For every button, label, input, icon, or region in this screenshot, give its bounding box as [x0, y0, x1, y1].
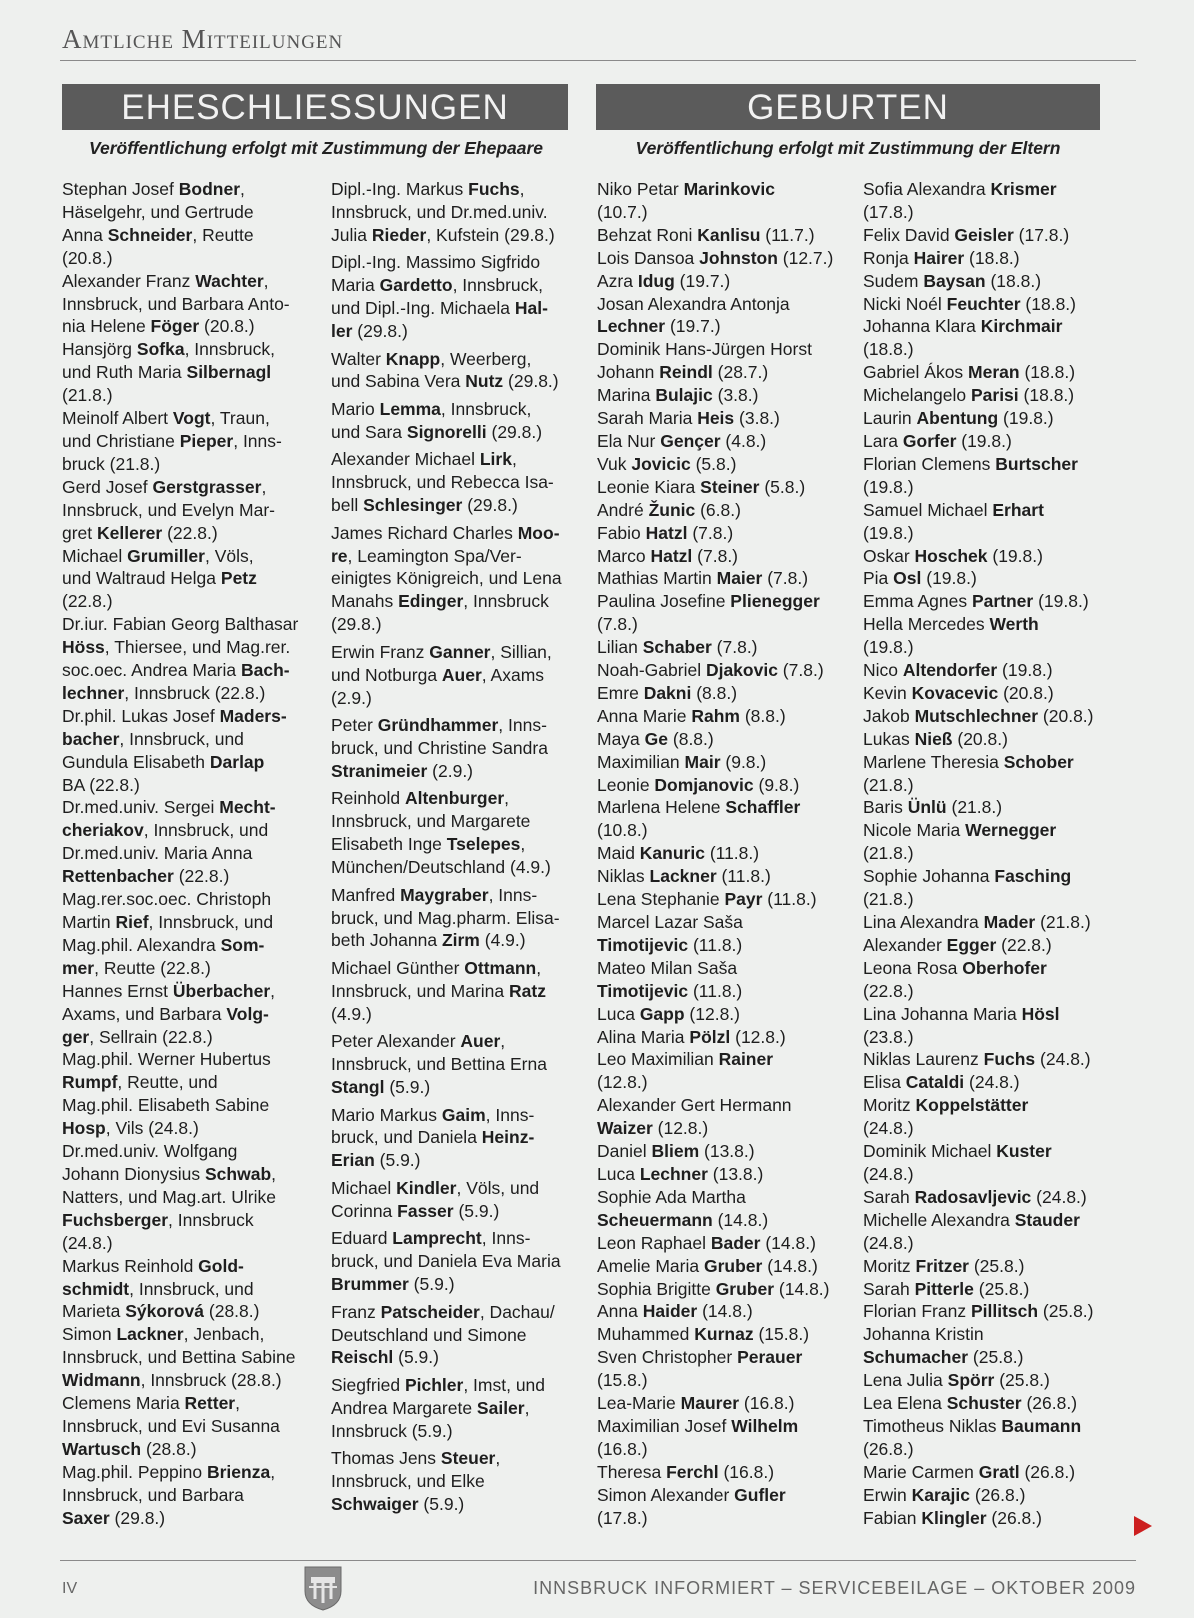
- list-item: Hella Mercedes Werth (19.8.): [863, 614, 1039, 658]
- list-item: Nicole Maria Wernegger (21.8.): [863, 820, 1057, 864]
- list-item: Fabian Klingler (26.8.): [863, 1507, 1042, 1528]
- list-item: Dr.med.univ. Sergei Mecht- cheriakov, Innsbruck, und Dr.med.univ. Maria Anna Rettenbacher (22.8.): [62, 797, 276, 887]
- list-item: Lilian Schaber (7.8.): [597, 637, 758, 658]
- list-item: Lena Stephanie Payr (11.8.): [597, 889, 817, 910]
- list-item: Anna Haider (14.8.): [597, 1301, 753, 1322]
- list-item: André Žunic (6.8.): [597, 499, 741, 520]
- list-item: Lois Dansoa Johnston (12.7.): [597, 247, 834, 268]
- list-item: Vuk Jovicic (5.8.): [597, 453, 737, 474]
- list-item: Mag.phil. Peppino Brienza, Innsbruck, und Barbara Saxer (29.8.): [62, 1461, 276, 1528]
- list-item: Azra Idug (19.7.): [597, 270, 731, 291]
- list-item: Nicki Noél Feuchter (18.8.): [863, 293, 1076, 314]
- list-item: Franz Patscheider, Dachau/ Deutschland und Simone Reischl (5.9.): [331, 1301, 555, 1368]
- list-item: Niko Petar Marinkovic (10.7.): [597, 179, 775, 222]
- births-subtitle: Veröffentlichung erfolgt mit Zustimmung der Eltern: [635, 138, 1061, 158]
- list-item: Nico Altendorfer (19.8.): [863, 660, 1053, 681]
- list-item: Michelangelo Parisi (18.8.): [863, 385, 1075, 406]
- list-item: Meinolf Albert Vogt, Traun, und Christiane Pieper, Inns- bruck (21.8.): [62, 408, 282, 474]
- list-item: Luca Lechner (13.8.): [597, 1163, 764, 1184]
- list-item: Manfred Maygraber, Inns- bruck, und Mag.pharm. Elisa- beth Johanna Zirm (4.9.): [331, 884, 560, 951]
- list-item: Moritz Fritzer (25.8.): [863, 1255, 1025, 1276]
- list-item: Michael Grumiller, Völs, und Waltraud Helga Petz (22.8.): [62, 545, 257, 612]
- list-item: Amelie Maria Gruber (14.8.): [597, 1255, 818, 1276]
- list-item: Sophie Johanna Fasching (21.8.): [863, 866, 1072, 910]
- list-item: Florian Franz Pillitsch (25.8.): [863, 1301, 1094, 1322]
- list-item: Sven Christopher Perauer (15.8.): [597, 1347, 803, 1391]
- list-item: Maid Kanuric (11.8.): [597, 843, 760, 864]
- marriages-title: EHESCHLIESSUNGEN: [62, 84, 568, 130]
- list-item: Gerd Josef Gerstgrasser, Innsbruck, und Evelyn Mar- gret Kellerer (22.8.): [62, 476, 276, 543]
- list-item: Niklas Lackner (11.8.): [597, 866, 771, 887]
- list-item: Oskar Hoschek (19.8.): [863, 545, 1043, 566]
- list-item: Ronja Hairer (18.8.): [863, 247, 1020, 268]
- list-item: Florian Clemens Burtscher (19.8.): [863, 453, 1078, 497]
- list-item: Lena Julia Spörr (25.8.): [863, 1370, 1050, 1391]
- list-item: Noah-Gabriel Djakovic (7.8.): [597, 660, 824, 681]
- list-item: Baris Ünlü (21.8.): [863, 797, 1003, 818]
- list-item: Sophie Ada Martha Scheuermann (14.8.): [597, 1186, 769, 1230]
- list-item: Eduard Lamprecht, Inns- bruck, und Daniela Eva Maria Brummer (5.9.): [331, 1228, 561, 1295]
- list-item: Kevin Kovacevic (20.8.): [863, 682, 1054, 703]
- list-item: Lea-Marie Maurer (16.8.): [597, 1393, 795, 1414]
- list-item: Anna Marie Rahm (8.8.): [597, 705, 786, 726]
- list-item: Dominik Michael Kuster (24.8.): [863, 1141, 1052, 1184]
- marriages-column-2: [331, 178, 581, 1521]
- list-item: Leon Raphael Bader (14.8.): [597, 1232, 816, 1253]
- list-item: Josan Alexandra Antonja Lechner (19.7.): [597, 293, 790, 337]
- innsbruck-crest-icon: [303, 1565, 343, 1611]
- list-item: Maya Ge (8.8.): [597, 728, 714, 749]
- list-item: Sofia Alexandra Krismer (17.8.): [863, 179, 1057, 222]
- list-item: Simon Lackner, Jenbach, Innsbruck, und Bettina Sabine Widmann, Innsbruck (28.8.): [62, 1324, 296, 1391]
- continue-arrow-icon: [1134, 1516, 1152, 1536]
- publication-footer: INNSBRUCK INFORMIERT – SERVICEBEILAGE – OKTOBER 2009: [533, 1578, 1136, 1598]
- list-item: Hannes Ernst Überbacher, Axams, und Barbara Volg- ger, Sellrain (22.8.): [62, 980, 276, 1047]
- list-item: Marie Carmen Gratl (26.8.): [863, 1461, 1076, 1482]
- list-item: Dr.med.univ. Wolfgang Johann Dionysius Schwab, Natters, und Mag.art. Ulrike Fuchsberger, Innsbruck (24.8.): [62, 1141, 277, 1253]
- list-item: Mario Lemma, Innsbruck, und Sara Signorelli (29.8.): [331, 398, 543, 442]
- list-item: Niklas Laurenz Fuchs (24.8.): [863, 1049, 1091, 1070]
- header-divider: [60, 60, 1136, 61]
- list-item: Samuel Michael Erhart (19.8.): [863, 499, 1044, 543]
- list-item: Thomas Jens Steuer, Innsbruck, und Elke Schwaiger (5.9.): [331, 1448, 501, 1515]
- list-item: Marlene Theresia Schober (21.8.): [863, 751, 1074, 795]
- list-item: Sarah Maria Heis (3.8.): [597, 408, 780, 429]
- list-item: Felix David Geisler (17.8.): [863, 224, 1070, 245]
- list-item: Ela Nur Gençer (4.8.): [597, 430, 767, 451]
- births-column-2: [863, 178, 1113, 1529]
- list-item: Sarah Radosavljevic (24.8.): [863, 1186, 1087, 1207]
- list-item: Dr.phil. Lukas Josef Maders- bacher, Innsbruck, und Gundula Elisabeth Darlap BA (22.8.): [62, 705, 287, 795]
- list-item: Elisa Cataldi (24.8.): [863, 1072, 1020, 1093]
- list-item: Paulina Josefine Plienegger (7.8.): [597, 591, 820, 635]
- list-item: Johanna Kristin Schumacher (25.8.): [863, 1324, 1024, 1368]
- list-item: Reinhold Altenburger, Innsbruck, und Margarete Elisabeth Inge Tselepes, München/Deutschland (4.9.): [331, 788, 551, 878]
- list-item: James Richard Charles Moo- re, Leamington Spa/Ver- einigtes Königreich, und Lena Manahs Edinger, Innsbruck (29.8.): [331, 522, 562, 635]
- list-item: Johanna Klara Kirchmair (18.8.): [863, 316, 1063, 360]
- list-item: Siegfried Pichler, Imst, und Andrea Margarete Sailer, Innsbruck (5.9.): [331, 1374, 546, 1441]
- list-item: Mag.rer.soc.oec. Christoph Martin Rief, Innsbruck, und Mag.phil. Alexandra Som- mer, Reutte (22.8.): [62, 889, 274, 978]
- list-item: Lara Gorfer (19.8.): [863, 430, 1012, 451]
- list-item: Peter Alexander Auer, Innsbruck, und Bettina Erna Stangl (5.9.): [331, 1031, 547, 1098]
- list-item: Leo Maximilian Rainer (12.8.): [597, 1049, 774, 1093]
- list-item: Walter Knapp, Weerberg, und Sabina Vera Nutz (29.8.): [331, 348, 559, 392]
- list-item: Mag.phil. Werner Hubertus Rumpf, Reutte, und Mag.phil. Elisabeth Sabine Hosp, Vils (24.8.): [62, 1049, 271, 1139]
- list-item: Mario Markus Gaim, Inns- bruck, und Daniela Heinz- Erian (5.9.): [331, 1104, 535, 1171]
- list-item: Alexander Egger (22.8.): [863, 934, 1052, 955]
- list-item: Mateo Milan Saša Timotijevic (11.8.): [597, 957, 743, 1001]
- list-item: Luca Gapp (12.8.): [597, 1003, 740, 1024]
- list-item: Alina Maria Pölzl (12.8.): [597, 1026, 786, 1047]
- list-item: Alexander Michael Lirk, Innsbruck, und Rebecca Isa- bell Schlesinger (29.8.): [331, 449, 554, 516]
- list-item: Leonie Kiara Steiner (5.8.): [597, 476, 806, 497]
- list-item: Mathias Martin Maier (7.8.): [597, 568, 809, 589]
- list-item: Alexander Franz Wachter, Innsbruck, und Barbara Anto- nia Helene Föger (20.8.): [62, 270, 290, 337]
- footer-divider: [60, 1560, 1136, 1561]
- list-item: Marco Hatzl (7.8.): [597, 545, 739, 566]
- list-item: Maximilian Josef Wilhelm (16.8.): [597, 1415, 799, 1459]
- list-item: Jakob Mutschlechner (20.8.): [863, 705, 1094, 726]
- list-item: Erwin Franz Ganner, Sillian, und Notburga Auer, Axams (2.9.): [331, 641, 552, 708]
- marriages-subtitle: Veröffentlichung erfolgt mit Zustimmung der Ehepaare: [88, 138, 544, 158]
- list-item: Sudem Baysan (18.8.): [863, 270, 1042, 291]
- births-title: GEBURTEN: [596, 84, 1100, 130]
- list-item: Lukas Nieß (20.8.): [863, 728, 1008, 749]
- list-item: Peter Gründhammer, Inns- bruck, und Christine Sandra Stranimeier (2.9.): [331, 715, 548, 781]
- list-item: Markus Reinhold Gold- schmidt, Innsbruck, und Marieta Sýkorová (28.8.): [62, 1255, 260, 1322]
- list-item: Michelle Alexandra Stauder (24.8.): [863, 1209, 1080, 1253]
- list-item: Dipl.-Ing. Massimo Sigfrido Maria Gardetto, Innsbruck, und Dipl.-Ing. Michaela Hal- ler (29.8.): [331, 252, 548, 342]
- list-item: Leona Rosa Oberhofer (22.8.): [863, 957, 1047, 1001]
- list-item: Emre Dakni (8.8.): [597, 682, 738, 703]
- list-item: Leonie Domjanovic (9.8.): [597, 774, 800, 795]
- list-item: Sarah Pitterle (25.8.): [863, 1278, 1030, 1299]
- list-item: Michael Kindler, Völs, und Corinna Fasser (5.9.): [331, 1177, 540, 1221]
- list-item: Laurin Abentung (19.8.): [863, 408, 1054, 429]
- list-item: Timotheus Niklas Baumann (26.8.): [863, 1415, 1082, 1459]
- list-item: Dipl.-Ing. Markus Fuchs, Innsbruck, und Dr.med.univ. Julia Rieder, Kufstein (29.8.): [331, 179, 555, 245]
- list-item: Gabriel Ákos Meran (18.8.): [863, 362, 1076, 383]
- list-item: Clemens Maria Retter, Innsbruck, und Evi Susanna Wartusch (28.8.): [62, 1393, 280, 1459]
- marriages-column-1: [62, 178, 324, 1529]
- list-item: Fabio Hatzl (7.8.): [597, 522, 734, 543]
- list-item: Marcel Lazar Saša Timotijevic (11.8.): [597, 912, 743, 955]
- list-item: Alexander Gert Hermann Waizer (12.8.): [597, 1095, 792, 1139]
- list-item: Moritz Koppelstätter (24.8.): [863, 1095, 1029, 1139]
- list-item: Hansjörg Sofka, Innsbruck, und Ruth Maria Silbernagl (21.8.): [62, 339, 276, 406]
- list-item: Lea Elena Schuster (26.8.): [863, 1393, 1078, 1414]
- list-item: Marlena Helene Schaffler (10.8.): [597, 797, 801, 841]
- list-item: Lina Johanna Maria Hösl (23.8.): [863, 1003, 1060, 1047]
- page-number: IV: [62, 1580, 78, 1597]
- list-item: Michael Günther Ottmann, Innsbruck, und Marina Ratz (4.9.): [331, 957, 546, 1024]
- births-column-1: [597, 178, 855, 1529]
- list-item: Lina Alexandra Mader (21.8.): [863, 912, 1091, 932]
- list-item: Erwin Karajic (26.8.): [863, 1484, 1026, 1505]
- list-item: Simon Alexander Gufler (17.8.): [597, 1484, 786, 1528]
- list-item: Daniel Bliem (13.8.): [597, 1141, 755, 1162]
- list-item: Sophia Brigitte Gruber (14.8.): [597, 1278, 830, 1299]
- page-header: Amtliche Mitteilungen: [62, 24, 344, 54]
- list-item: Theresa Ferchl (16.8.): [597, 1461, 775, 1482]
- list-item: Stephan Josef Bodner, Häselgehr, und Gertrude Anna Schneider, Reutte (20.8.): [62, 179, 254, 268]
- list-item: Maximilian Mair (9.8.): [597, 751, 767, 772]
- list-item: Pia Osl (19.8.): [863, 568, 977, 589]
- list-item: Marina Bulajic (3.8.): [597, 385, 759, 406]
- list-item: Muhammed Kurnaz (15.8.): [597, 1324, 810, 1345]
- list-item: Behzat Roni Kanlisu (11.7.): [597, 224, 815, 245]
- list-item: Dominik Hans-Jürgen Horst Johann Reindl (28.7.): [597, 339, 812, 383]
- list-item: Emma Agnes Partner (19.8.): [863, 591, 1089, 612]
- list-item: Dr.iur. Fabian Georg Balthasar Höss, Thiersee, und Mag.rer. soc.oec. Andrea Maria Bach- lechner, Innsbruck (22.8.): [62, 614, 299, 703]
